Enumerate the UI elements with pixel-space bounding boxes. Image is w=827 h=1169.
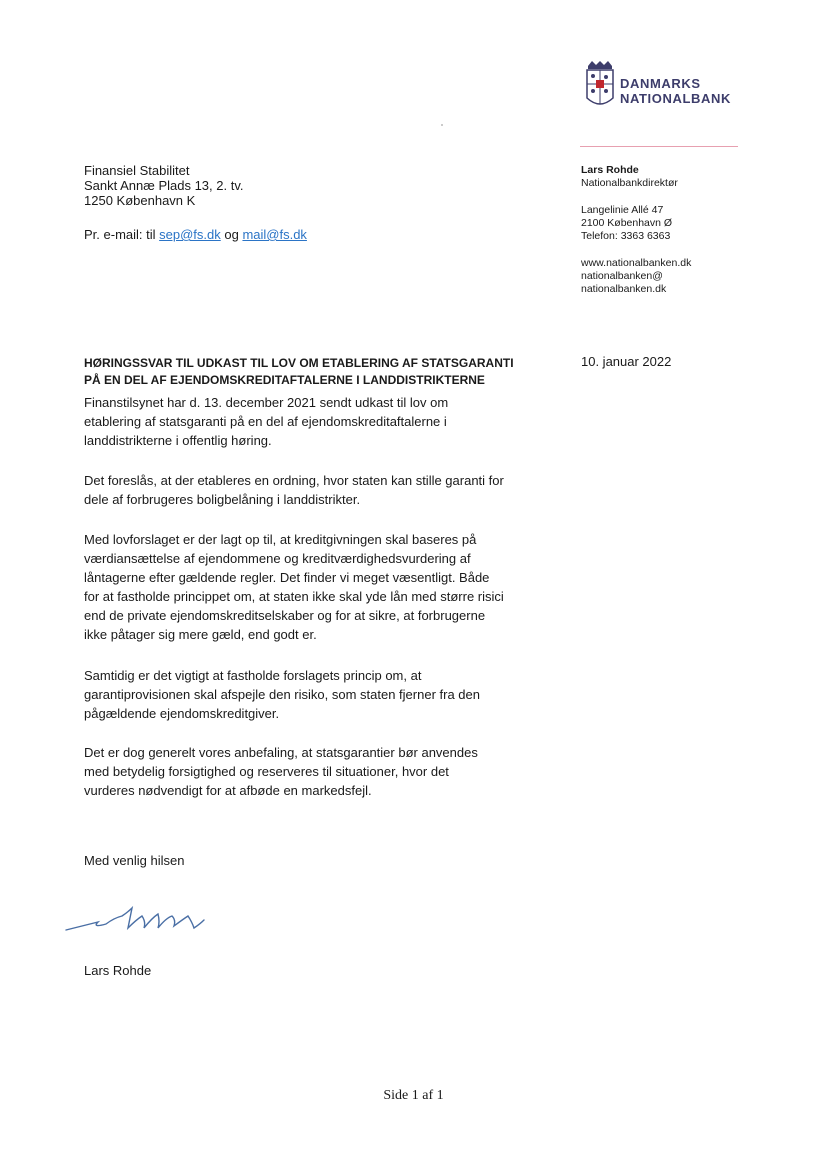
email-line [84, 227, 307, 242]
paragraph-line: end de private ejendomskreditselskaber og for at sikre, at forbrugerne [84, 608, 486, 623]
paragraph-line: vurderes nødvendigt for at afbøde en markedsfejl. [84, 783, 372, 798]
recipient-line-2: Sankt Annæ Plads 13, 2. tv. [84, 178, 244, 193]
paragraph-line: landdistrikterne i offentlig høring. [84, 433, 272, 448]
paragraph-5 [84, 743, 564, 800]
logo-line-2: NATIONALBANK [620, 91, 731, 106]
letter-date: 10. januar 2022 [581, 354, 672, 369]
paragraph-1 [84, 393, 564, 450]
paragraph-line: værdiansættelse af ejendommene og kreditværdighedsvurdering af [84, 551, 471, 566]
paragraph-line: Finanstilsynet har d. 13. december 2021 sendt udkast til lov om [84, 395, 449, 410]
paragraph-line: Det foreslås, at der etableres en ordning, hvor staten kan stille garanti for [84, 473, 504, 488]
letter-heading [84, 355, 564, 389]
paragraph-4 [84, 666, 564, 723]
email-link-mail[interactable]: mail@fs.dk [242, 227, 307, 242]
paragraph-line: ikke påtager sig mere gæld, end godt er. [84, 627, 317, 642]
closing-greeting: Med venlig hilsen [84, 853, 185, 868]
recipient-address [84, 163, 243, 208]
email-link-sep[interactable]: sep@fs.dk [159, 227, 221, 242]
email-joiner: og [220, 227, 243, 242]
sender-mail-1[interactable]: nationalbanken@ [581, 270, 663, 282]
sender-address-1: Langelinie Allé 47 [581, 204, 664, 216]
email-prefix: Pr. e-mail: til [84, 227, 160, 242]
sender-web[interactable]: www.nationalbanken.dk [581, 257, 692, 269]
paragraph-line: etablering af statsgaranti på en del af ejendomskreditaftalerne i [84, 414, 447, 429]
paragraph-line: dele af forbrugeres boligbelåning i landdistrikter. [84, 492, 361, 507]
paragraph-line: for at fastholde princippet om, at staten ikke skal yde lån med større risici [84, 589, 504, 604]
sender-name: Lars Rohde [581, 164, 639, 176]
bank-logo-text [620, 76, 731, 106]
paragraph-line: låntagerne efter gældende regler. Det finder vi meget væsentligt. Både [84, 570, 490, 585]
sender-address-2: 2100 København Ø [581, 217, 673, 229]
header-divider [580, 146, 738, 147]
recipient-line-1: Finansiel Stabilitet [84, 163, 190, 178]
paragraph-3 [84, 530, 564, 644]
sender-phone: Telefon: 3363 6363 [581, 230, 671, 242]
paragraph-line: med betydelig forsigtighed og reserveres til situationer, hvor det [84, 764, 449, 779]
sender-block [581, 164, 691, 296]
sender-mail-2[interactable]: nationalbanken.dk [581, 283, 667, 295]
heading-line-1: HØRINGSSVAR TIL UDKAST TIL LOV OM ETABLERING AF STATSGARANTI [84, 356, 514, 370]
paragraph-line: Med lovforslaget er der lagt op til, at kreditgivningen skal baseres på [84, 532, 477, 547]
paragraph-line: garantiprovisionen skal afspejle den risiko, som staten fjerner fra den [84, 687, 480, 702]
sender-title: Nationalbankdirektør [581, 177, 678, 189]
scan-artifact [441, 124, 443, 126]
paragraph-2 [84, 471, 564, 509]
paragraph-line: pågældende ejendomskreditgiver. [84, 706, 280, 721]
logo-line-1: DANMARKS [620, 76, 701, 91]
paragraph-line: Det er dog generelt vores anbefaling, at statsgarantier bør anvendes [84, 745, 478, 760]
signature-name: Lars Rohde [84, 963, 152, 978]
paragraph-line: Samtidig er det vigtigt at fastholde forslagets princip om, at [84, 668, 422, 683]
heading-line-2: PÅ EN DEL AF EJENDOMSKREDITAFTALERNE I LANDDISTRIKTERNE [84, 373, 485, 387]
recipient-line-3: 1250 København K [84, 193, 196, 208]
signature-image [62, 900, 222, 940]
page-footer: Side 1 af 1 [383, 1088, 444, 1103]
